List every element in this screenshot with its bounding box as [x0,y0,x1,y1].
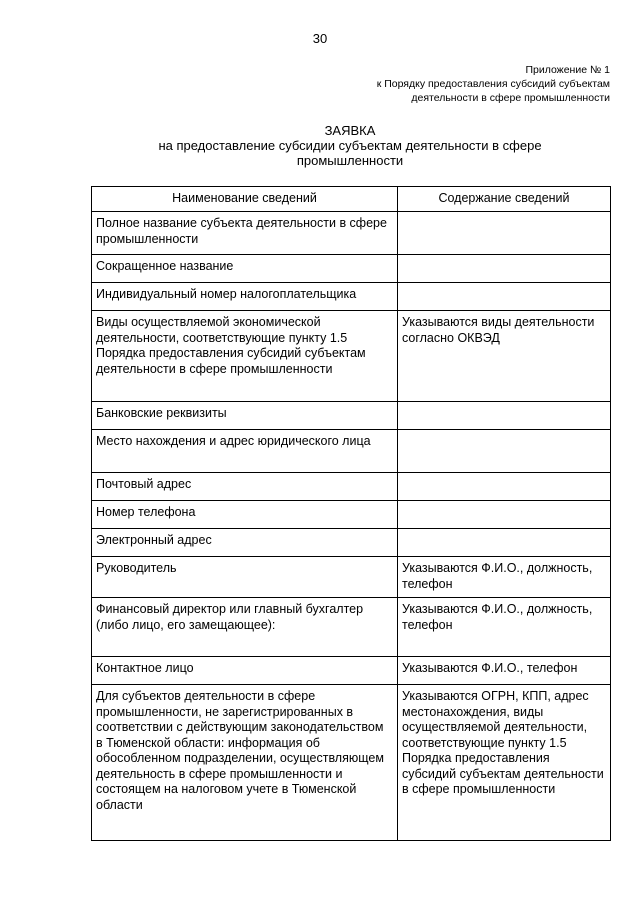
document-title [0,123,640,168]
row-content: Указываются Ф.И.О., телефон [398,657,611,685]
row-name: Полное название субъекта деятельности в сфере промышленности [92,212,398,255]
row-name: Финансовый директор или главный бухгалтер (либо лицо, его замещающее): [92,598,398,657]
row-content: Указываются Ф.И.О., должность, телефон [398,598,611,657]
title-main: ЗАЯВКА [324,123,376,138]
row-name: Сокращенное название [92,255,398,283]
row-content [398,212,611,255]
table-row [92,255,611,283]
table-header-row [92,187,611,212]
row-content [398,255,611,283]
table-row [92,501,611,529]
table-row [92,283,611,311]
row-content [398,501,611,529]
row-name: Номер телефона [92,501,398,529]
table-row [92,557,611,598]
row-content [398,402,611,430]
header-name: Наименование сведений [92,187,398,212]
row-name: Место нахождения и адрес юридического лица [92,430,398,473]
table-row [92,311,611,402]
row-content [398,473,611,501]
page-number: 30 [312,31,328,46]
appendix-line-1: Приложение № 1 [525,64,610,76]
title-subtitle: на предоставление субсидии субъектам деятельности в сфере промышленности [158,138,542,168]
row-name: Контактное лицо [92,657,398,685]
row-name: Индивидуальный номер налогоплательщика [92,283,398,311]
table-row [92,212,611,255]
table-row [92,430,611,473]
table-row [92,685,611,841]
row-name: Банковские реквизиты [92,402,398,430]
row-name: Почтовый адрес [92,473,398,501]
appendix-note [377,63,610,105]
row-content [398,529,611,557]
header-content: Содержание сведений [398,187,611,212]
row-content: Указываются Ф.И.О., должность, телефон [398,557,611,598]
row-name: Руководитель [92,557,398,598]
application-table [91,186,611,841]
appendix-line-2: к Порядку предоставления субсидий субъектам [376,78,610,90]
table-row [92,473,611,501]
table-row [92,529,611,557]
row-content [398,430,611,473]
table-row [92,657,611,685]
row-name: Для субъектов деятельности в сфере промышленности, не зарегистрированных в соответствии с действующим законодательством в Тюменской области: информация об обособленном подразделении, осуществляющем деятельность в сфере промышленности и состоящем на налоговом учете в Тюменской области [92,685,398,841]
row-name: Виды осуществляемой экономической деятельности, соответствующие пункту 1.5 Порядка предоставления субсидий субъектам деятельности в сфере промышленности [92,311,398,402]
table-row [92,598,611,657]
row-name: Электронный адрес [92,529,398,557]
row-content: Указываются ОГРН, КПП, адрес местонахождения, виды осуществляемой деятельности, соответствующие пункту 1.5 Порядка предоставления субсидий субъектам деятельности в сфере промышленности [398,685,611,841]
row-content [398,283,611,311]
appendix-line-3: деятельности в сфере промышленности [411,92,610,104]
table-row [92,402,611,430]
row-content: Указываются виды деятельности согласно ОКВЭД [398,311,611,402]
